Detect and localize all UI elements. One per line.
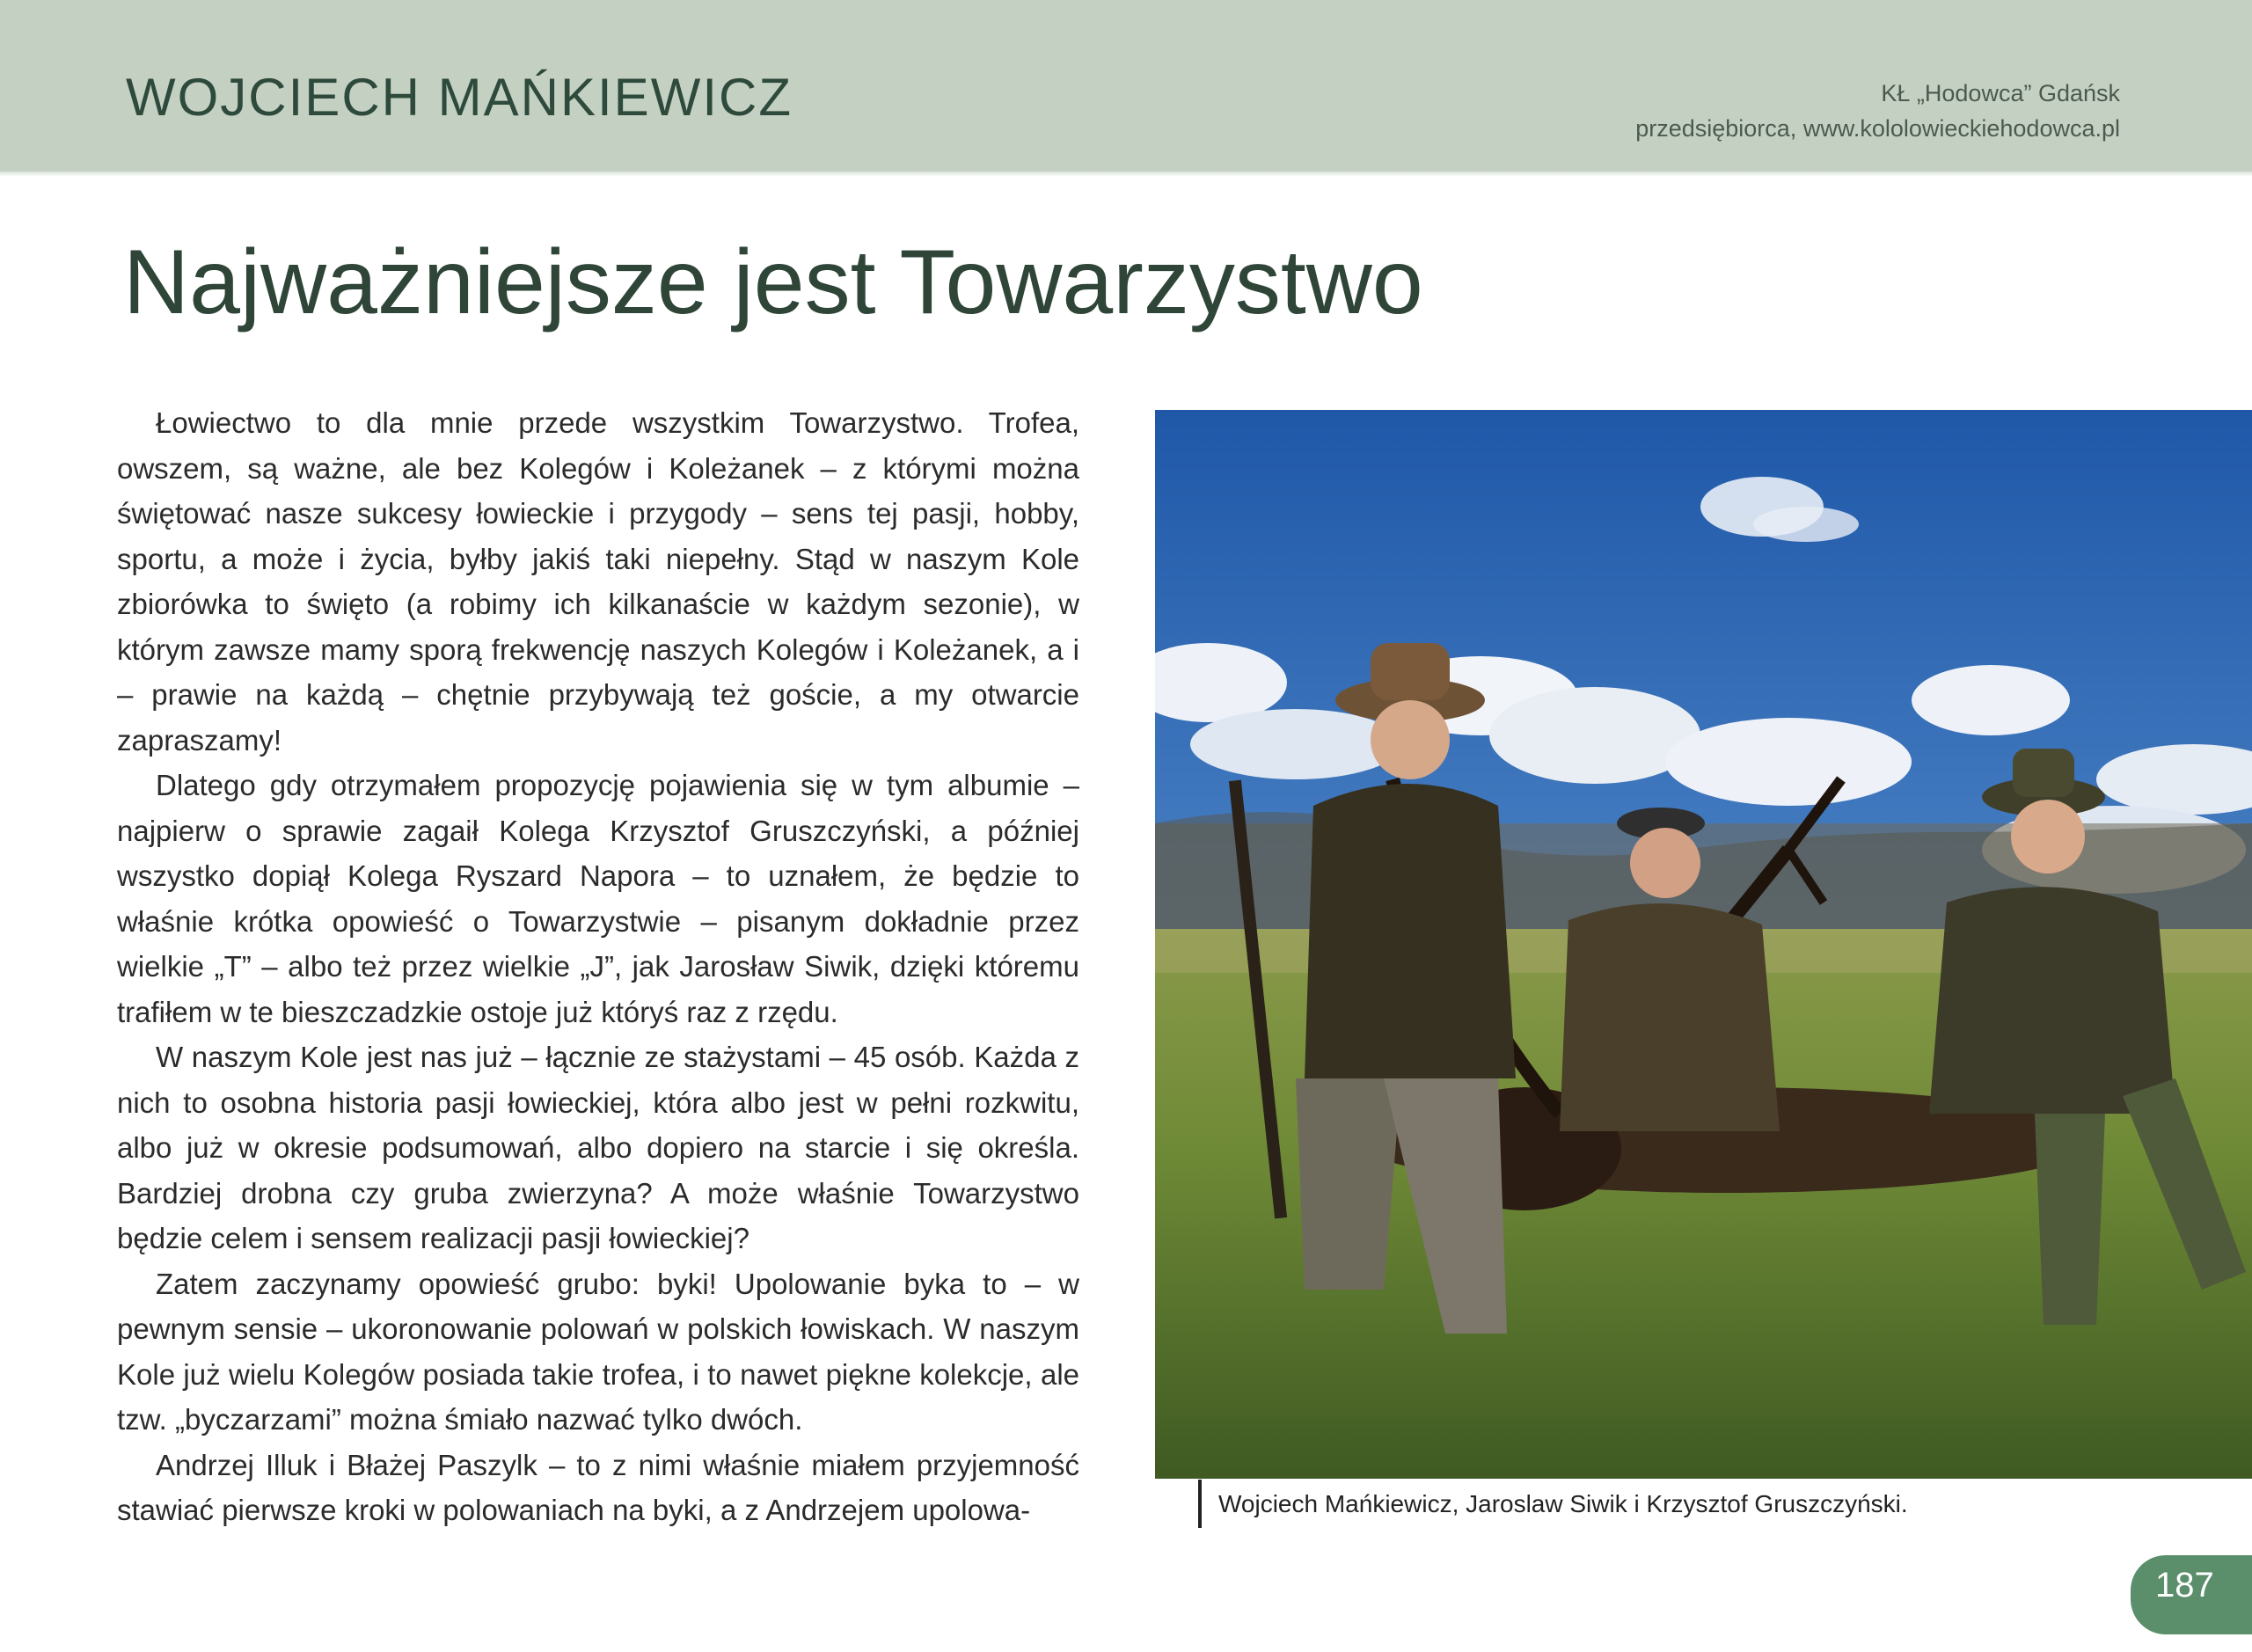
photo-caption: Wojciech Mańkiewicz, Jaroslaw Siwik i Krzysztof Gruszczyński. — [1218, 1490, 1908, 1517]
author-affiliation — [1635, 76, 2120, 146]
author-name: WOJCIECH MAŃKIEWICZ — [126, 68, 793, 127]
author-occupation: przedsiębiorca, www.kololowieckiehodowca.pl — [1635, 115, 2120, 142]
paragraph: Dlatego gdy otrzymałem propozycję pojawienia się w tym albumie – najpierw o sprawie zagaił Kolega Krzysztof Gruszczyński, a później wszystko dopiął Kolega Ryszard Napora – to uznałem, że będzie to właśnie krótka opowieść o Towarzystwie – pisanym dokładnie przez wielkie „T” – albo też przez wielkie „J”, jak Jarosław Siwik, dzięki któremu trafiłem w te bieszczadzkie ostoje już któryś raz z rzędu. — [117, 769, 1079, 1028]
caption-bar — [1198, 1480, 1202, 1528]
article-title: Najważniejsze jest Towarzystwo — [123, 231, 1423, 333]
article-body — [117, 400, 1079, 1533]
hunters-with-stag-illustration — [1155, 410, 2252, 1479]
hunting-club: KŁ „Hodowca” Gdańsk — [1881, 80, 2120, 106]
paragraph: W naszym Kole jest nas już – łącznie ze stażystami – 45 osób. Każda z nich to osobna historia pasji łowieckiej, która albo jest w pełni rozkwitu, albo już w okresie podsumowań, albo dopiero na starcie i się określa. Bardziej drobna czy gruba zwierzyna? A może właśnie Towarzystwo będzie celem i sensem realizacji pasji łowieckiej? — [117, 1041, 1079, 1254]
paragraph: Łowiectwo to dla mnie przede wszystkim Towarzystwo. Trofea, owszem, są ważne, ale bez Kolegów i Koleżanek – z którymi można świętować nasze sukcesy łowieckie i przygody – sens tej pasji, hobby, sportu, a może i życia, byłby jakiś taki niepełny. Stąd w naszym Kole zbiorówka to święto (a robimy ich kilkanaście w każdym sezonie), w którym zawsze mamy sporą frekwencję naszych Kolegów i Koleżanek, a i – prawie na każdą – chętnie przybywają też goście, a my otwarcie zapraszamy! — [117, 406, 1079, 757]
paragraph: Andrzej Illuk i Błażej Paszylk – to z nimi właśnie miałem przyjemność stawiać pierwsze kroki w polowaniach na byki, a z Andrzejem upolowa- — [117, 1448, 1079, 1526]
paragraph: Zatem zaczynamy opowieść grubo: byki! Upolowanie byka to – w pewnym sensie – ukoronowanie polowań w polskich łowiskach. W naszym Kole już wielu Kolegów posiada takie trofea, i to nawet piękne kolekcje, ale tzw. „byczarzami” można śmiało nazwać tylko dwóch. — [117, 1267, 1079, 1436]
page-number: 187 — [2155, 1566, 2214, 1604]
hunters-photo — [1155, 410, 2252, 1479]
